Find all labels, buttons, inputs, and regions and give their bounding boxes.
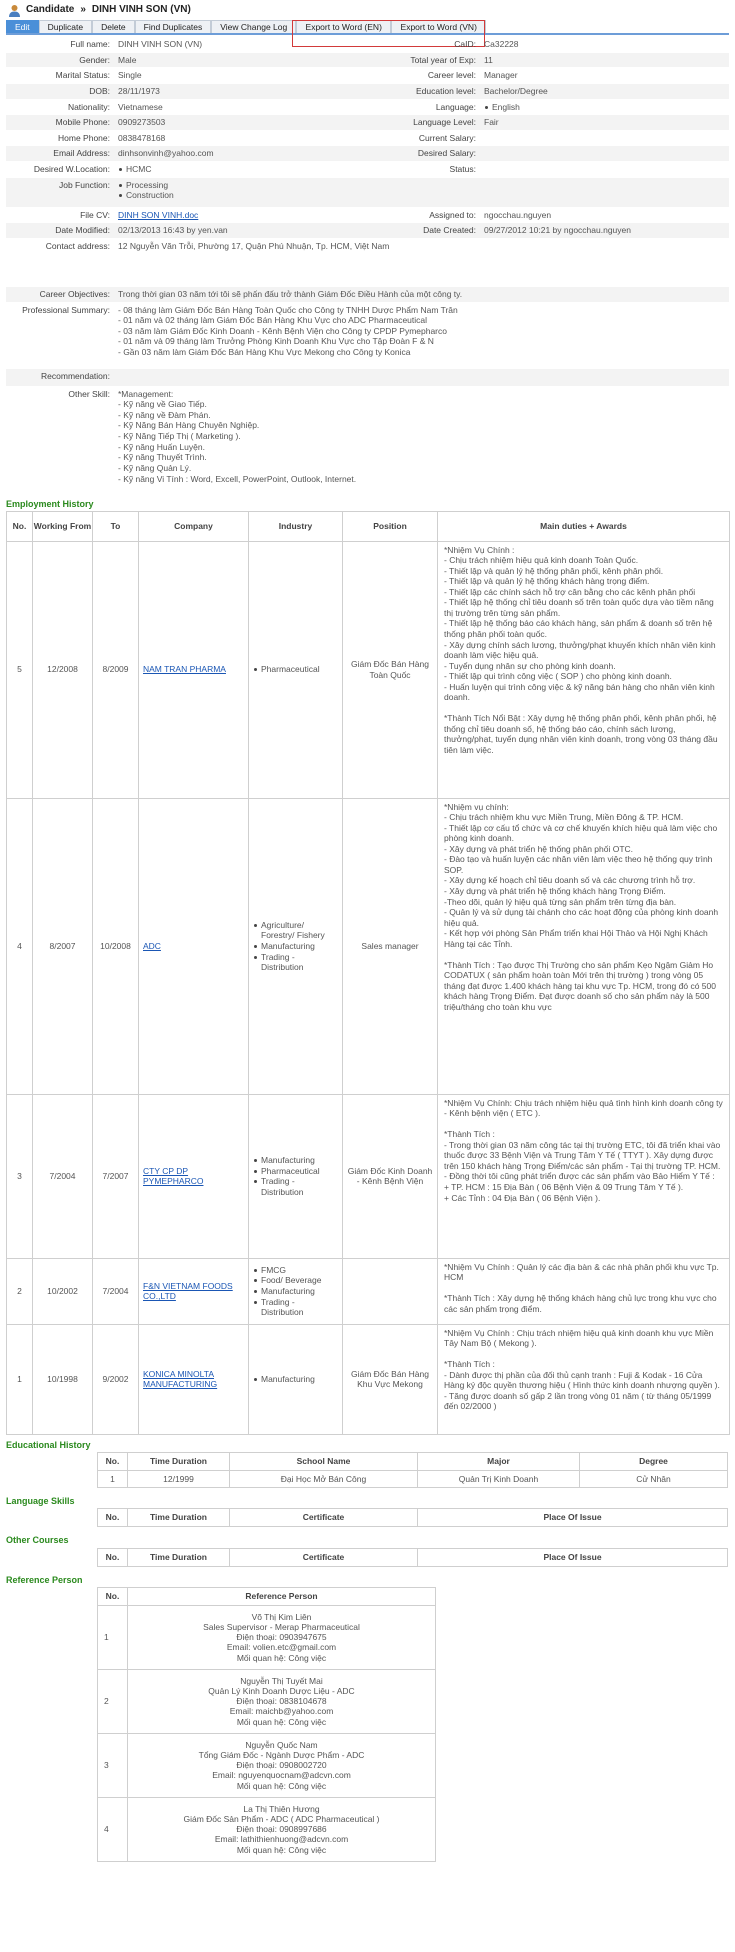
- job-function-label: Job Function:: [58, 179, 110, 190]
- emp-duties: *Nhiệm Vụ Chính : Chịu trách nhiệm hiệu quả kinh doanh khu vực Miền Tây Nam Bộ ( Mekong ). *Thành Tích : - Dành được thị phần của đối thủ cạnh tranh : Fuji & Kodak - 16 Cửa Hàng ký độc quyền thương hiệu ( Hình thức kinh doanh nhượng quyền ). - Tăng được doanh số gấp 2 lần trong vòng 01 năm ( từ tháng 05/1999 đến 02/2000 ): [438, 1324, 730, 1434]
- emp-from: 7/2004: [33, 1094, 93, 1258]
- emp-duties: *Nhiệm vụ chính: - Chịu trách nhiệm khu vực Miền Trung, Miền Đông & TP. HCM. - Thiết lập cơ cấu tổ chức và cơ chế khuyến khích hiệu quả làm việc cho phòng kinh doanh. - Xây dựng và phát triển hệ thống phân phối OTC. - Đào tạo và huấn luyện các nhân viên làm việc theo hệ thống quy trình SOP. - Xây dựng kế hoạch chỉ tiêu doanh số và các chương trình hỗ trợ. - Xây dựng và phát triển hệ thống khách hàng Trọng Điểm. -Theo dõi, quản lý hiệu quả từng sản phẩm trên từng địa bàn. - Quản lý và sử dụng tài chánh cho các hoạt động của phòng kinh doanh hiệu quả. - Kết hợp với phòng Sản Phẩm triển khai Hội Thảo và Hội Nghị Khách Hàng tại các Tỉnh. *Thành Tích : Tạo được Thị Trường cho sản phẩm Kẹo Ngậm Giảm Ho CODATUX ( sản phẩm hoàn toàn Mới trên thị trường ) trong vòng 05 tháng đạt được 1.400 khách hàng tại khu vực Tp. HCM, trong đó có 500 khách hàng Trọng Điểm. Đạt được doanh số cho sản phẩm này là 500 triệu/tháng cho toàn khu vực: [438, 798, 730, 1094]
- page-title-bar: [0, 0, 735, 20]
- edu-major: Quản Trị Kinh Doanh: [418, 1471, 580, 1488]
- ref-no: 3: [98, 1733, 128, 1797]
- edu-col-school: School Name: [230, 1453, 418, 1471]
- caid-label: CaID:: [454, 39, 476, 49]
- emp-to: 7/2004: [93, 1258, 139, 1324]
- candidate-info: [6, 37, 729, 497]
- status-label: Status:: [449, 164, 476, 174]
- emp-position: [343, 1258, 438, 1324]
- ref-no: 2: [98, 1669, 128, 1733]
- employment-row: [7, 798, 730, 1094]
- ref-details: La Thị Thiên Hương Giám Đốc Sản Phẩm - ADC ( ADC Pharmaceutical ) Điện thoại: 0908997686 Email: lathithienhuong@adcvn.com Mối quan hệ: Công việc: [128, 1797, 436, 1861]
- skill-line: - Kỹ năng Huấn Luyện.: [118, 441, 205, 452]
- emp-industry: Manufacturing: [253, 941, 338, 952]
- table-row: [98, 1471, 728, 1488]
- employment-row: [7, 1094, 730, 1258]
- col-industry: Industry: [249, 511, 343, 541]
- edu-school: Đại Học Mở Bán Công: [230, 1471, 418, 1488]
- language-skills-table: [97, 1508, 728, 1527]
- lang-col-time: Time Duration: [128, 1509, 230, 1527]
- find-duplicates-button[interactable]: Find Duplicates: [135, 20, 212, 33]
- emp-from: 12/2008: [33, 541, 93, 798]
- emp-to: 7/2007: [93, 1094, 139, 1258]
- emp-from: 8/2007: [33, 798, 93, 1094]
- export-word-vn-button[interactable]: Export to Word (VN): [391, 20, 486, 33]
- employment-row: [7, 1324, 730, 1434]
- ref-no: 4: [98, 1797, 128, 1861]
- emp-industry: Agriculture/ Forestry/ Fishery: [253, 920, 338, 941]
- gender-label: Gender:: [79, 54, 110, 65]
- gender-value: Male: [118, 54, 137, 65]
- emp-position: Giám Đốc Kinh Doanh - Kênh Bệnh Viện: [343, 1094, 438, 1258]
- summary-line: - 01 năm và 02 tháng làm Giám Đốc Bán Hàng Khu Vực cho ADC Pharmaceutical: [118, 315, 428, 326]
- skill-line: - Kỹ năng Thuyết Trình.: [118, 452, 207, 463]
- export-word-en-button[interactable]: Export to Word (EN): [296, 20, 391, 33]
- desired-salary-value: [480, 146, 729, 161]
- lang-col-place: Place Of Issue: [418, 1509, 728, 1527]
- status-value: [480, 162, 729, 177]
- summary-line: - 01 năm và 09 tháng làm Trưởng Phòng Kinh Doanh Khu Vực cho Tập Đoàn F & N: [118, 336, 434, 347]
- col-no: No.: [7, 511, 33, 541]
- reference-person-heading: Reference Person: [6, 1574, 83, 1585]
- date-created-label: Date Created:: [423, 225, 476, 236]
- col-working-from: Working From: [33, 511, 93, 541]
- job-function-item: Processing: [118, 180, 378, 191]
- col-company: Company: [139, 511, 249, 541]
- other-courses-table: [97, 1548, 728, 1567]
- job-function-item: Construction: [118, 190, 378, 201]
- date-modified-label: Date Modified:: [55, 225, 110, 236]
- marital-value: Single: [118, 70, 142, 81]
- edu-col-major: Major: [418, 1453, 580, 1471]
- file-cv-label: File CV:: [80, 209, 110, 220]
- language-skills-heading: Language Skills: [6, 1496, 75, 1506]
- table-row: [98, 1733, 436, 1797]
- emp-company-link[interactable]: NAM TRAN PHARMA: [143, 664, 226, 675]
- ref-col-no: No.: [98, 1587, 128, 1605]
- mobile-value: 0909273503: [118, 117, 166, 128]
- emp-no: 4: [7, 798, 33, 1094]
- file-cv-link[interactable]: DINH SON VINH.doc: [118, 209, 199, 220]
- skill-line: *Management:: [118, 388, 174, 399]
- emp-to: 10/2008: [93, 798, 139, 1094]
- summary-line: - 03 năm làm Giám Đốc Kinh Doanh - Kênh Bệnh Viện cho Công ty CPDP Pymepharco: [118, 325, 447, 336]
- dob-value: 28/11/1973: [118, 85, 160, 96]
- emp-industry: Pharmaceutical: [253, 1166, 338, 1177]
- breadcrumb-separator: »: [80, 3, 86, 15]
- course-col-certificate: Certificate: [230, 1548, 418, 1566]
- educational-history-heading: Educational History: [6, 1439, 91, 1450]
- edit-button[interactable]: Edit: [6, 20, 39, 33]
- date-created-value: 09/27/2012 10:21 by ngocchau.nguyen: [484, 225, 631, 236]
- email-label: Email Address:: [53, 148, 110, 159]
- lang-col-certificate: Certificate: [230, 1509, 418, 1527]
- ref-details: Võ Thị Kim Liên Sales Supervisor - Merap Pharmaceutical Điện thoại: 0903947675 Email: volien.etc@gmail.com Mối quan hệ: Công việc: [128, 1605, 436, 1669]
- course-col-no: No.: [98, 1548, 128, 1566]
- full-name-value: DINH VINH SON (VN): [118, 39, 203, 49]
- career-level-value: Manager: [484, 70, 518, 81]
- employment-history-heading: Employment History: [6, 498, 94, 509]
- full-name-label: Full name:: [70, 39, 110, 49]
- career-objectives-value: Trong thời gian 03 năm tới tôi sẽ phấn đấu trở thành Giám Đốc Điều Hành của một công ty.: [118, 288, 463, 299]
- contact-address-label: Contact address:: [45, 240, 110, 251]
- emp-company-link[interactable]: CTY CP DP PYMEPHARCO: [143, 1165, 204, 1187]
- professional-summary-label: Professional Summary:: [22, 304, 110, 315]
- skill-line: - Kỹ Năng Bán Hàng Chuyên Nghiệp.: [118, 420, 260, 431]
- assigned-label: Assigned to:: [429, 209, 476, 220]
- table-row: [98, 1797, 436, 1861]
- course-col-time: Time Duration: [128, 1548, 230, 1566]
- education-table: [97, 1452, 728, 1488]
- course-col-place: Place Of Issue: [418, 1548, 728, 1566]
- employment-row: [7, 541, 730, 798]
- ref-col-person: Reference Person: [128, 1587, 436, 1605]
- col-position: Position: [343, 511, 438, 541]
- emp-company-link[interactable]: ADC: [143, 940, 161, 951]
- reference-table: [97, 1587, 436, 1862]
- marital-label: Marital Status:: [55, 70, 110, 81]
- education-level-label: Education level:: [415, 85, 476, 96]
- date-modified-value: 02/13/2013 16:43 by yen.van: [118, 225, 228, 236]
- skill-line: - Kỹ năng về Giao Tiếp.: [118, 399, 207, 410]
- edu-col-no: No.: [98, 1453, 128, 1471]
- col-duties: Main duties + Awards: [438, 511, 730, 541]
- total-exp-label: Total year of Exp:: [410, 54, 476, 65]
- view-change-log-button[interactable]: View Change Log: [211, 20, 296, 33]
- emp-to: 9/2002: [93, 1324, 139, 1434]
- total-exp-value: 11: [484, 54, 493, 65]
- emp-to: 8/2009: [93, 541, 139, 798]
- edu-time: 12/1999: [128, 1471, 230, 1488]
- emp-duties: *Nhiệm Vụ Chính : - Chịu trách nhiệm hiệu quả kinh doanh Toàn Quốc. - Thiết lập và quản lý hệ thống phân phối, kênh phân phối. - Thiết lập và quản lý hệ thống khách hàng trọng điểm. - Thiết lập các chính sách hỗ trợ cân bằng cho các kênh phân phối - Thiết lập hệ thống chỉ tiêu doanh số trên toàn quốc dựa vào tiềm năng thị trường trên từng sản phẩm. - Thiết lập hệ thống báo cáo khách hàng, sản phẩm & doanh số trên hệ thống phân phối toàn quốc. - Xây dựng chính sách lương, thưởng/phạt khuyến khích nhân viên kinh doanh làm việc hiệu quả. - Tuyển dụng nhân sự cho phòng kinh doanh. - Thiết lập qui trình công việc ( SOP ) cho phòng kinh doanh. - Huấn luyện qui trình công việc & kỹ năng bán hàng cho nhân viên kinh doanh. *Thành Tích Nổi Bật : Xây dựng hệ thống phân phối, kênh phân phối, hệ thống chỉ tiêu doanh số, hệ thống báo cáo, chính sách lương, thưởng/phạt, tuyển dụng nhân viên kinh doanh, trong vòng 03 tháng đầu tiên làm việc.: [438, 541, 730, 798]
- other-courses-heading: Other Courses: [6, 1535, 69, 1546]
- mobile-label: Mobile Phone:: [55, 117, 110, 128]
- desired-salary-label: Desired Salary:: [417, 148, 476, 159]
- emp-position: Giám Đốc Bán Hàng Khu Vực Mekong: [343, 1324, 438, 1434]
- emp-no: 5: [7, 541, 33, 798]
- table-row: [98, 1605, 436, 1669]
- emp-industry: Food/ Beverage: [253, 1275, 338, 1286]
- career-objectives-label: Career Objectives:: [39, 288, 110, 299]
- dob-label: DOB:: [89, 85, 110, 96]
- employment-table: [6, 511, 730, 1435]
- emp-duties: *Nhiệm Vụ Chính : Quản lý các địa bàn & các nhà phân phối khu vực Tp. HCM *Thành Tích : Xây dựng hệ thống khách hàng chủ lực trong khu vực cho các sản phẩm trọng điểm.: [438, 1258, 730, 1324]
- education-level-value: Bachelor/Degree: [484, 85, 548, 96]
- desired-location-value: HCMC: [118, 164, 378, 175]
- emp-no: 1: [7, 1324, 33, 1434]
- assigned-value: ngocchau.nguyen: [484, 209, 552, 220]
- emp-industry: Trading - Distribution: [253, 1297, 338, 1318]
- recommendation-label: Recommendation:: [41, 370, 110, 381]
- emp-industry: Manufacturing: [253, 1155, 338, 1166]
- emp-from: 10/2002: [33, 1258, 93, 1324]
- summary-line: - Gần 03 năm làm Giám Đốc Bán Hàng Khu Vực Mekong cho Công ty Konica: [118, 347, 411, 357]
- nationality-label: Nationality:: [67, 101, 110, 112]
- ref-details: Nguyễn Thị Tuyết Mai Quản Lý Kinh Doanh Dược Liệu - ADC Điện thoại: 0838104678 Email: maichb@yahoo.com Mối quan hệ: Công việc: [128, 1669, 436, 1733]
- emp-position: Giám Đốc Bán Hàng Toàn Quốc: [343, 541, 438, 798]
- skill-line: - Kỹ năng Quản Lý.: [118, 462, 192, 473]
- language-level-label: Language Level:: [413, 117, 476, 128]
- caid-value: Ca32228: [484, 39, 519, 49]
- emp-industry: Trading - Distribution: [253, 1176, 338, 1197]
- home-phone-label: Home Phone:: [58, 132, 110, 143]
- skill-line: - Kỹ Năng Tiếp Thị ( Marketing ).: [118, 431, 241, 441]
- emp-no: 2: [7, 1258, 33, 1324]
- emp-duties: *Nhiệm Vụ Chính: Chịu trách nhiệm hiệu quả tình hình kinh doanh công ty - Kênh bệnh viện ( ETC ). *Thành Tích : - Trong thời gian 03 năm công tác tại thị trường ETC, tôi đã triển khai vào thuốc được 33 Bệnh Viện và Trung Tâm Y Tế ( TTYT ). Xây dựng được trên 150 khách hàng Trọng Điểm/các sản phẩm - Tại thị trường TP. HCM. - Đồng thời tôi cũng phát triển được các sản phẩm vào Bảo Hiểm Y Tế : + TP. HCM : 15 Địa Bàn ( 06 Bệnh Viện & 09 Trung Tâm Y Tế ). + Các Tỉnh : 04 Địa Bàn ( 06 Bệnh Viện ).: [438, 1094, 730, 1258]
- emp-no: 3: [7, 1094, 33, 1258]
- edu-col-degree: Degree: [580, 1453, 728, 1471]
- current-salary-label: Current Salary:: [418, 132, 476, 143]
- table-row: [98, 1669, 436, 1733]
- emp-industry: Pharmaceutical: [253, 664, 338, 675]
- skill-line: - Kỹ năng về Đàm Phán.: [118, 409, 211, 420]
- edu-col-time: Time Duration: [128, 1453, 230, 1471]
- home-phone-value: 0838478168: [118, 132, 166, 143]
- ref-details: Nguyễn Quốc Nam Tổng Giám Đốc - Ngành Dược Phẩm - ADC Điện thoại: 0908002720 Email: nguyenquocnam@adcvn.com Mối quan hệ: Công việc: [128, 1733, 436, 1797]
- toolbar: [6, 20, 729, 35]
- emp-industry: Manufacturing: [253, 1374, 338, 1385]
- language-value: English: [484, 102, 725, 113]
- candidate-name-title: DINH VINH SON (VN): [91, 3, 191, 15]
- current-salary-value: [480, 131, 729, 146]
- emp-industry: Trading - Distribution: [253, 952, 338, 973]
- lang-col-no: No.: [98, 1509, 128, 1527]
- breadcrumb-section[interactable]: Candidate: [26, 3, 75, 15]
- emp-from: 10/1998: [33, 1324, 93, 1434]
- summary-line: - 08 tháng làm Giám Đốc Bán Hàng Toàn Quốc cho Công ty TNHH Dược Phẩm Nam Trân: [118, 304, 458, 315]
- ref-no: 1: [98, 1605, 128, 1669]
- language-label: Language:: [435, 101, 476, 112]
- emp-company-link[interactable]: F&N VIETNAM FOODS CO.,LTD: [143, 1280, 233, 1302]
- emp-industry: Manufacturing: [253, 1286, 338, 1297]
- edu-degree: Cử Nhân: [580, 1471, 728, 1488]
- delete-button[interactable]: Delete: [92, 20, 135, 33]
- candidate-icon: [8, 3, 22, 17]
- email-value: dinhsonvinh@yahoo.com: [118, 148, 214, 159]
- contact-address-value: 12 Nguyễn Văn Trỗi, Phường 17, Quận Phú Nhuận, Tp. HCM, Việt Nam: [118, 240, 390, 251]
- language-level-value: Fair: [484, 117, 499, 128]
- emp-position: Sales manager: [343, 798, 438, 1094]
- desired-location-label: Desired W.Location:: [33, 164, 110, 174]
- duplicate-button[interactable]: Duplicate: [39, 20, 92, 33]
- col-to: To: [93, 511, 139, 541]
- employment-row: [7, 1258, 730, 1324]
- other-skill-label: Other Skill:: [68, 388, 110, 399]
- recommendation-value: [114, 369, 729, 373]
- nationality-value: Vietnamese: [118, 101, 163, 112]
- emp-company-link[interactable]: KONICA MINOLTA MANUFACTURING: [143, 1368, 218, 1390]
- career-level-label: Career level:: [427, 70, 476, 81]
- skill-line: - Kỹ năng Vi Tính : Word, Excell, PowerPoint, Outlook, Internet.: [118, 473, 357, 484]
- edu-no: 1: [98, 1471, 128, 1488]
- emp-industry: FMCG: [253, 1265, 338, 1276]
